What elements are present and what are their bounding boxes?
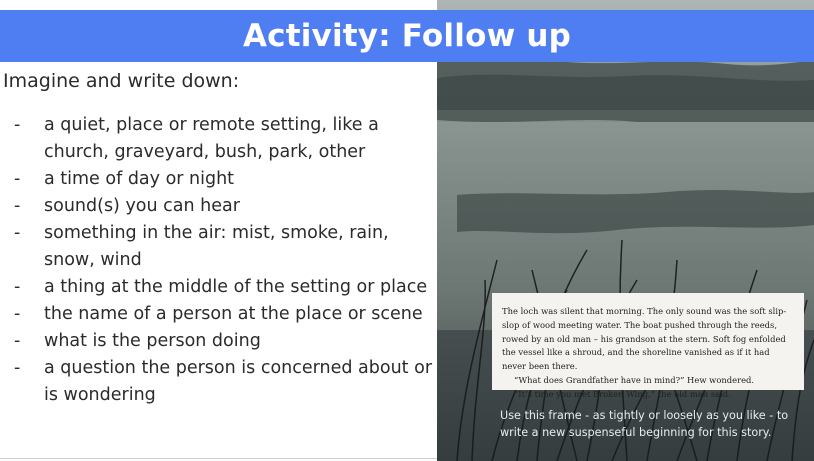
top-margin (0, 0, 437, 9)
excerpt-paragraph: The loch was silent that morning. The only sound was the soft slip-slop of wood meeting water. The boat pushed through the reeds, rowed by an old man – his grandson at the stern. Soft fog enfolded the vessel like a shroud, and the shoreline vanished as if it had never been there. (502, 306, 787, 372)
list-item: - a thing at the middle of the setting or place (14, 274, 436, 301)
excerpt-dialogue-2: “It’s time you met Broken Wing,” the old man said. (514, 388, 731, 399)
frame-caption: Use this frame - as tightly or loosely as you like - to write a new suspenseful beginning for this story. (500, 409, 789, 439)
list-item: - something in the air: mist, smoke, rain, snow, wind (14, 220, 436, 274)
prompt-list (14, 112, 436, 409)
list-item: - a time of day or night (14, 166, 436, 193)
list-item: - sound(s) you can hear (14, 193, 436, 220)
list-item: - the name of a person at the place or scene (14, 301, 436, 328)
excerpt-dialogue-1: “What does Grandfather have in mind?” Hew wondered. (514, 374, 755, 385)
slide-title: Activity: Follow up (242, 18, 572, 54)
story-excerpt (492, 293, 804, 399)
list-item: - what is the person doing (14, 328, 436, 355)
list-item: - a question the person is concerned about or is wondering (14, 355, 436, 409)
divider (0, 458, 437, 459)
list-item: - a quiet, place or remote setting, like a church, graveyard, bush, park, other (14, 112, 436, 166)
title-banner (0, 10, 814, 62)
intro-text: Imagine and write down: (3, 70, 240, 92)
